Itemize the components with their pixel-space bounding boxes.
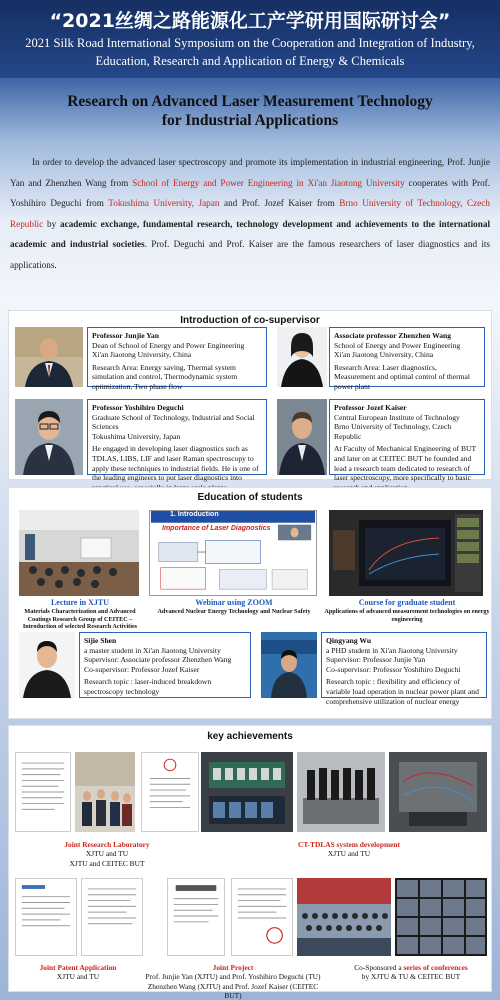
affiliation: Xi'an Jiaotong University, China [334,350,434,360]
label-joint-project-title: Joint Project [212,963,254,972]
label-joint-lab-title: Joint Research Laboratory [64,840,150,849]
project-document-1 [167,878,225,956]
tdlas-sensors-photo [297,752,385,832]
intro-text: In order to develop the advanced laser spectroscopy and promote its implementation in industrial engineering, Prof. Junjie Yan and Zhenzhen Wang from [10,157,490,188]
project-document-2 [231,878,293,956]
photo-jozef-kaiser [277,399,327,475]
caption-course-text: Applications of advanced measurement technologies on energy engineering [324,608,490,623]
name-junjie-yan: Professor Junjie Yan [92,331,159,340]
intro-text: by [43,218,61,229]
header-title-zh: “2021丝绸之路能源化工产学研用国际研讨会” [49,10,451,32]
research-area: He engaged in developing laser diagnostics such as TDLAS, LIBS, LIF and laser Raman spectroscopy to apply these techniques to industrial fields. He is one of the leading engineers to put laser diagnostics into [92,444,259,483]
label-joint-lab-line2: XJTU and CEITEC BUT [69,858,145,868]
research-area: Research Area: Laser diagnostics, Measurement and optimal control of thermal power plant [334,362,471,391]
name-zhenzhen-wang: Associate professor Zhenzhen Wang [334,331,452,340]
photo-zhenzhen-wang [277,327,327,387]
intro-paragraph [10,152,490,275]
affiliation: Brno University of Technology, Czech Republic [334,422,452,441]
name-qingyang-wu: Qingyang Wu [326,636,372,645]
slide-subheading: Importance of Laser Diagnostics [162,525,271,532]
student-info: Co-supervisor: Professor Jozef Kaiser [84,664,200,674]
intro-highlight-xjtu: School of Energy and Power Engineering in Xi'an Jiaotong University [132,177,405,188]
name-yoshihiro-deguchi: Professor Yoshihiro Deguchi [92,403,184,412]
header-title-en: 2021 Silk Road International Symposium on the Cooperation and Integration of Industry, Education, Research and Application of Energy & Chemicals [25,36,475,68]
label-conferences [331,963,491,982]
intro-bold: academic exchange, fundamental research, technology development and achievements to the international academic and industrial societies [10,218,490,249]
photo-junjie-yan [15,327,83,387]
education-title: Education of students [197,492,303,503]
research-area: At Faculty of Mechanical Engineering of BUT and later on at CEITEC BUT he founded and lead a research team dedicated to research of laser spectroscopy, more specifically to basic [334,444,476,483]
label-joint-patent [13,963,143,982]
student-info: a PHD student in Xi'an Jiaotong University [326,645,458,655]
cosupervisor-title: Introduction of co-supervisor [180,315,320,326]
label-joint-patent-line1: XJTU and TU [56,972,100,982]
student-info: Supervisor: Associate professor Zhenzhen Wang [84,655,232,665]
conference-group-photo [297,878,391,956]
caption-lecture-text: Materials Characterization and Advanced Coatings Research Group of CEITEC – Introduction of selected Research Activities [22,608,138,631]
caption-webinar [149,598,319,616]
student-info: Supervisor: Professor Junjie Yan [326,655,426,665]
label-conferences-highlight: series of conferences [403,963,468,972]
student-info: Co-supervisor: Professor Yoshihiro Deguchi [326,664,461,674]
caption-webinar-title: Webinar using ZOOM [195,598,273,607]
photo-yoshihiro-deguchi [15,399,83,475]
webinar-slide [149,510,317,596]
label-joint-project-line2: Zhenzhen Wang (XJTU) and Prof. Jozef Kaiser (CEITEC BUT) [147,981,319,1000]
card-sijie-shen [79,632,251,698]
intro-text: cooperates with Prof. Yoshihiro Deguchi from [10,177,491,208]
lab-certificate-document [141,752,199,832]
card-junjie-yan [87,327,267,391]
card-jozef-kaiser [329,399,485,483]
label-joint-project-line1: Prof. Junjie Yan (XJTU) and Prof. Yoshihiro Deguchi (TU) [145,972,321,982]
research-topic: Research topic : flexibility and efficiency of variable load operation in nuclear power plant and comprehensive utilization of nuclear energy [326,677,479,706]
card-yoshihiro-deguchi [87,399,267,483]
affiliation: Central European Institute of Technology [334,412,460,422]
poster-title-line2: for Industrial Applications [161,112,339,129]
caption-webinar-text: Advanced Nuclear Energy Technology and Nuclear Safety [157,608,311,615]
label-conferences-pre: Co-Sponsored a [354,963,404,972]
name-sijie-shen: Sijie Shen [84,636,117,645]
caption-lecture-title: Lecture in XJTU [50,598,110,607]
label-joint-lab-line1: XJTU and TU [85,849,129,859]
research-area: Research Area: Energy saving, Thermal system simulation and control, Thermodynamic system optimization, Two phase flow [92,362,238,391]
caption-course-title: Course for graduate student [358,598,456,607]
affiliation: Xi'an Jiaotong University, China [92,350,192,360]
achievements-title: key achievements [207,731,293,742]
affiliation: Tokushima University, Japan [92,431,181,441]
label-joint-project [139,963,327,1000]
achievements-panel [8,725,492,1000]
poster-title-line1: Research on Advanced Laser Measurement Technology [67,93,433,110]
card-qingyang-wu [321,632,487,706]
label-ct-tdlas-line1: XJTU and TU [327,849,371,859]
tdlas-hardware-photo [201,752,293,832]
photo-qingyang-wu [261,632,317,698]
student-info: a master student in Xi'an Jiaotong University [84,645,221,655]
cosupervisor-panel [8,310,492,483]
slide-heading: 1. Introduction [170,511,219,518]
photo-sijie-shen [19,632,75,698]
photo-lecture-room [19,510,139,596]
lab-signing-photo [75,752,135,832]
patent-document-2 [81,878,143,956]
caption-course [323,598,491,623]
intro-highlight-brno: Brno University of Technology, Czech Republic [10,198,490,229]
course-zoom-screenshot [329,510,483,596]
affiliation: School of Energy and Power Engineering [334,340,461,350]
affiliation: Graduate School of Technology, Industrial and Social Sciences [92,412,255,432]
label-conferences-line2: by XJTU & TU & CEITEC BUT [361,972,461,982]
card-zhenzhen-wang [329,327,485,391]
patent-document-1 [15,878,77,956]
affiliation: Dean of School of Energy and Power Engineering [92,340,245,350]
caption-lecture [15,598,145,631]
name-jozef-kaiser: Professor Jozef Kaiser [334,403,407,412]
intro-text: and Prof. Jozef Kaiser from [219,198,340,208]
conference-zoom-grid [395,878,487,956]
label-ct-tdlas-title: CT-TDLAS system development [298,840,400,849]
tdlas-lab-setup-photo [389,752,487,832]
label-ct-tdlas [259,840,439,859]
intro-highlight-tokushima: Tokushima University, Japan [108,198,220,208]
label-joint-patent-title: Joint Patent Application [39,963,117,972]
lab-agreement-document [15,752,71,832]
intro-text: . Prof. Deguchi and Prof. Kaiser are the famous researchers of laser diagnostics and its applications. [10,239,490,270]
label-joint-lab [15,840,199,868]
poster-header [0,0,500,78]
education-panel [8,487,492,719]
poster-title [20,92,480,130]
research-topic: Research topic : laser-induced breakdown spectroscopy technology [84,677,212,696]
